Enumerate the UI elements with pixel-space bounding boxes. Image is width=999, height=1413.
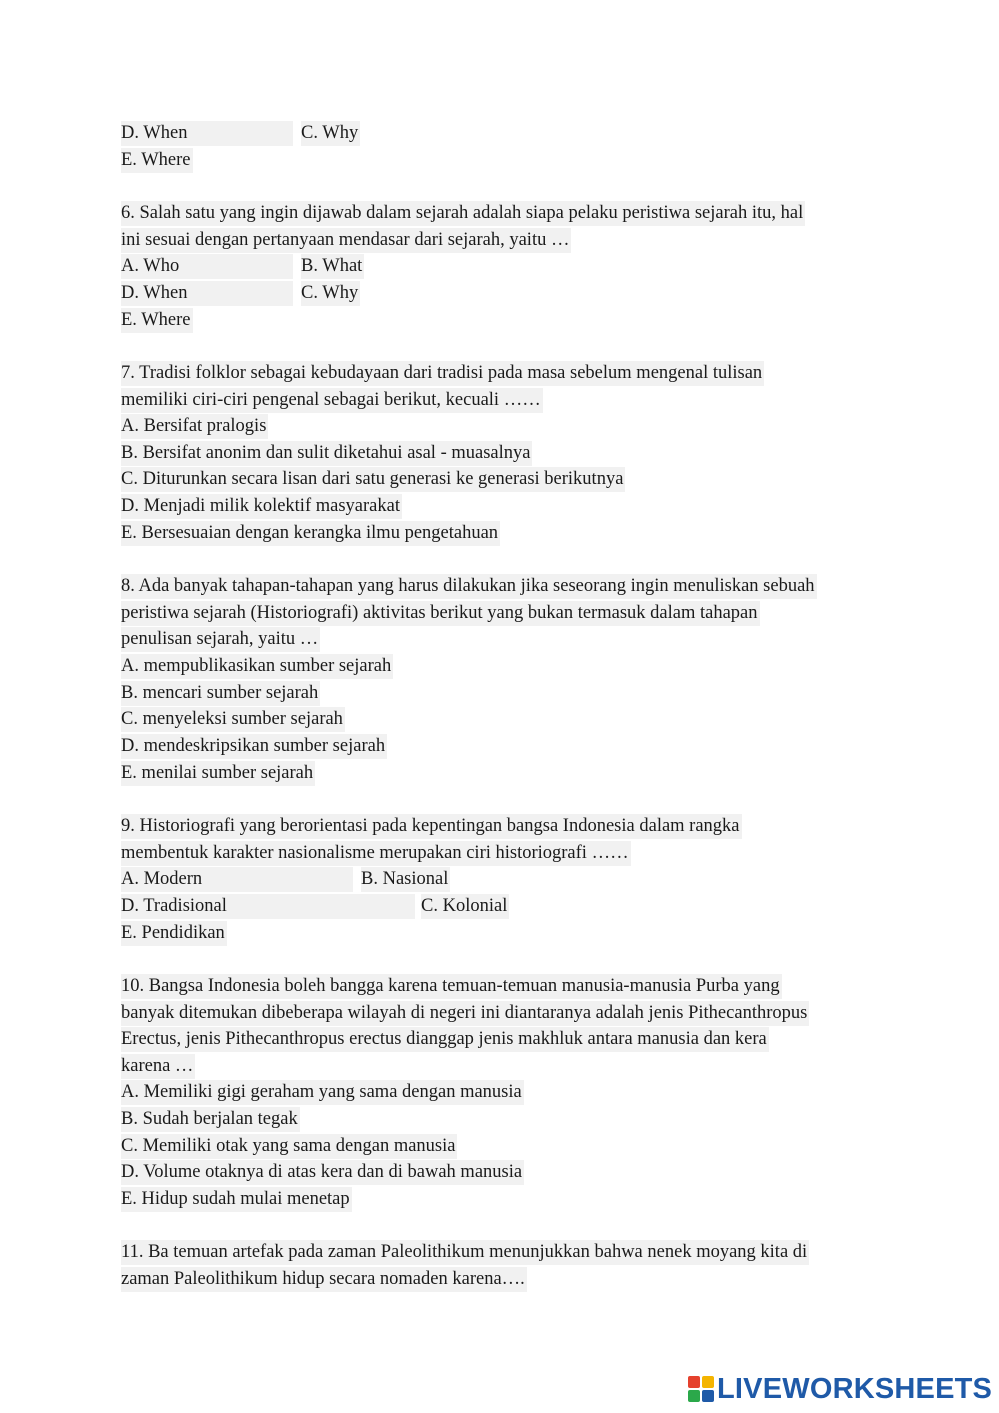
option-d: D. When — [121, 121, 293, 146]
question-10-option-d: D. Volume otaknya di atas kera dan di bawah manusia — [121, 1160, 524, 1185]
question-10-text-line-4: karena … — [121, 1054, 195, 1079]
question-8-text-line-1: 8. Ada banyak tahapan-tahapan yang harus dilakukan jika seseorang ingin menuliskan sebuah — [121, 574, 817, 599]
question-9-option-c: C. Kolonial — [421, 894, 509, 919]
liveworksheets-logo — [688, 1372, 992, 1406]
question-6-text-line-1: 6. Salah satu yang ingin dijawab dalam sejarah adalah siapa pelaku peristiwa sejarah itu, hal — [121, 201, 805, 226]
question-6-option-b: B. What — [301, 254, 364, 279]
question-10-option-b: B. Sudah berjalan tegak — [121, 1107, 300, 1132]
question-6-option-c: C. Why — [301, 281, 360, 306]
question-7-text-line-2: memiliki ciri-ciri pengenal sebagai berikut, kecuali …… — [121, 388, 543, 413]
option-e: E. Where — [121, 148, 193, 173]
question-10-text-line-1: 10. Bangsa Indonesia boleh bangga karena temuan-temuan manusia-manusia Purba yang — [121, 974, 782, 999]
question-8-option-e: E. menilai sumber sejarah — [121, 761, 315, 786]
question-9-option-e: E. Pendidikan — [121, 921, 227, 946]
question-7-option-d: D. Menjadi milik kolektif masyarakat — [121, 494, 402, 519]
liveworksheets-brand: LIVEWORKSHEETS — [717, 1372, 993, 1405]
question-8-option-d: D. mendeskripsikan sumber sejarah — [121, 734, 387, 759]
question-8-option-a: A. mempublikasikan sumber sejarah — [121, 654, 393, 679]
question-9-text-line-1: 9. Historiografi yang berorientasi pada kepentingan bangsa Indonesia dalam rangka — [121, 814, 742, 839]
question-7-option-c: C. Diturunkan secara lisan dari satu generasi ke generasi berikutnya — [121, 467, 625, 492]
question-10-option-c: C. Memiliki otak yang sama dengan manusia — [121, 1134, 457, 1159]
question-6-text-line-2: ini sesuai dengan pertanyaan mendasar dari sejarah, yaitu … — [121, 228, 571, 253]
question-10-option-e: E. Hidup sudah mulai menetap — [121, 1187, 352, 1212]
question-11-text-line-2: zaman Paleolithikum hidup secara nomaden karena…. — [121, 1267, 527, 1292]
question-7-option-e: E. Bersesuaian dengan kerangka ilmu pengetahuan — [121, 521, 500, 546]
question-8-text-line-3: penulisan sejarah, yaitu … — [121, 627, 320, 652]
question-9-text-line-2: membentuk karakter nasionalisme merupakan ciri historiografi …… — [121, 841, 631, 866]
question-6-option-a: A. Who — [121, 254, 293, 279]
liveworksheets-logo-icon — [688, 1376, 714, 1402]
question-9-option-a: A. Modern — [121, 867, 353, 892]
question-9-option-d: D. Tradisional — [121, 894, 415, 919]
question-7-option-b: B. Bersifat anonim dan sulit diketahui asal - muasalnya — [121, 441, 532, 466]
question-8-text-line-2: peristiwa sejarah (Historiografi) aktivitas berikut yang bukan termasuk dalam tahapan — [121, 601, 760, 626]
question-10-text-line-3: Erectus, jenis Pithecanthropus erectus dianggap jenis makhluk antara manusia dan kera — [121, 1027, 769, 1052]
question-10-text-line-2: banyak ditemukan dibeberapa wilayah di negeri ini diantaranya adalah jenis Pithecanthropus — [121, 1001, 809, 1026]
question-7-option-a: A. Bersifat pralogis — [121, 414, 268, 439]
option-c: C. Why — [301, 121, 360, 146]
question-11-text-line-1: 11. Ba temuan artefak pada zaman Paleolithikum menunjukkan bahwa nenek moyang kita di — [121, 1240, 809, 1265]
question-7-text-line-1: 7. Tradisi folklor sebagai kebudayaan dari tradisi pada masa sebelum mengenal tulisan — [121, 361, 764, 386]
question-9-option-b: B. Nasional — [361, 867, 450, 892]
question-6-option-d: D. When — [121, 281, 293, 306]
question-8-option-b: B. mencari sumber sejarah — [121, 681, 320, 706]
question-10-option-a: A. Memiliki gigi geraham yang sama dengan manusia — [121, 1080, 524, 1105]
question-8-option-c: C. menyeleksi sumber sejarah — [121, 707, 345, 732]
question-6-option-e: E. Where — [121, 308, 193, 333]
